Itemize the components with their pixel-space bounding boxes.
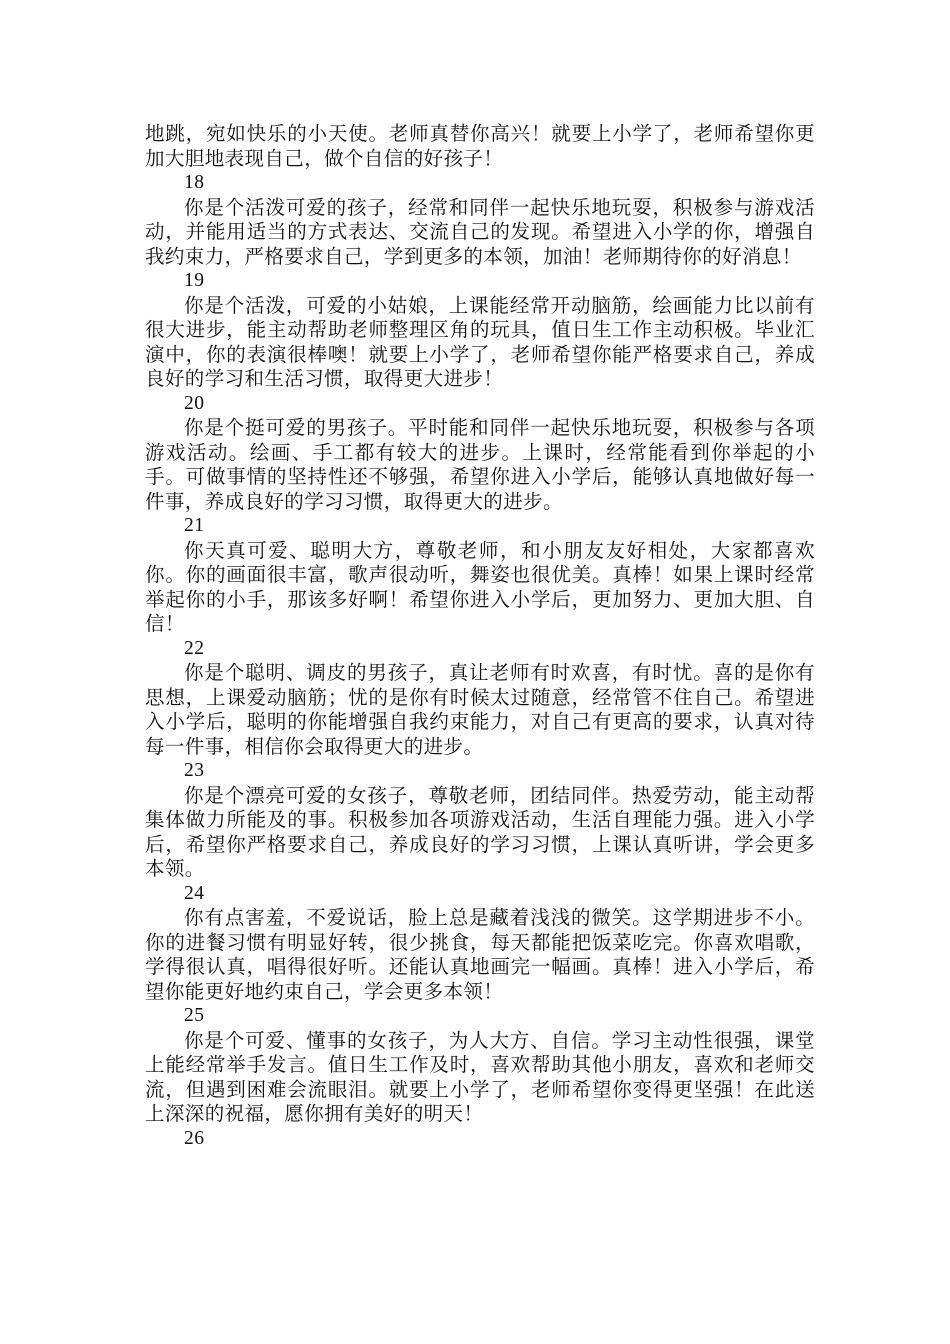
entry-text: 你是个聪明、调皮的男孩子，真让老师有时欢喜，有时忧。喜的是你有思想，上课爱动脑筋；忧的是你有时候太过随意，经常管不住自己。希望进入小学后，聪明的你能增强自我约束能力，对自己有更高的要求，认真对待每一件事，相信你会取得更大的进步。	[145, 661, 815, 758]
entry-number: 22	[184, 637, 205, 659]
entry-number: 23	[184, 760, 205, 781]
entry-number: 19	[184, 270, 205, 291]
intro-paragraph: 地跳，宛如快乐的小天使。老师真替你高兴！就要上小学了，老师希望你更加大胆地表现自己，做个自信的好孩子！	[145, 122, 815, 170]
entry-text: 你是个挺可爱的男孩子。平时能和同伴一起快乐地玩耍，积极参与各项游戏活动。绘画、手工都有较大的进步。上课时，经常能看到你举起的小手。可做事情的坚持性还不够强，希望你进入小学后，能够认真地做好每一件事，养成良好的学习习惯，取得更大的进步。	[145, 416, 815, 513]
entry-text: 你是个漂亮可爱的女孩子，尊敬老师，团结同伴。热爱劳动，能主动帮集体做力所能及的事。积极参加各项游戏活动，生活自理能力强。进入小学后，希望你严格要求自己，养成良好的学习习惯，上课认真听讲，学会更多本领。	[145, 783, 815, 880]
entry-text: 你是个活泼，可爱的小姑娘，上课能经常开动脑筋，绘画能力比以前有很大进步，能主动帮助老师整理区角的玩具，值日生工作主动积极。毕业汇演中，你的表演很棒噢！就要上小学了，老师希望你能严格要求自己，养成良好的学习和生活习惯，取得更大进步！	[145, 293, 815, 390]
entry-text: 你有点害羞，不爱说话，脸上总是藏着浅浅的微笑。这学期进步不小。你的进餐习惯有明显好转，很少挑食，每天都能把饭菜吃完。你喜欢唱歌，学得很认真，唱得很好听。还能认真地画完一幅画。真棒！进入小学后，希望你能更好地约束自己，学会更多本领！	[145, 906, 815, 1003]
entry-text: 你天真可爱、聪明大方，尊敬老师，和小朋友友好相处，大家都喜欢你。你的画面很丰富，歌声很动听，舞姿也很优美。真棒！如果上课时经常举起你的小手，那该多好啊！希望你进入小学后，更加努力、更加大胆、自信！	[145, 538, 815, 635]
entry-number: 25	[184, 1005, 205, 1026]
entry-text: 你是个可爱、懂事的女孩子，为人大方、自信。学习主动性很强，课堂上能经常举手发言。值日生工作及时，喜欢帮助其他小朋友，喜欢和老师交流，但遇到困难会流眼泪。就要上小学了，老师希望你变得更坚强！在此送上深深的祝福，愿你拥有美好的明天！	[145, 1028, 815, 1125]
document-body	[145, 122, 815, 1151]
entry-number: 18	[184, 172, 205, 193]
entry-number: 21	[184, 515, 205, 536]
entry-text: 你是个活泼可爱的孩子，经常和同伴一起快乐地玩耍，积极参与游戏活动，并能用适当的方式表达、交流自己的发现。希望进入小学的你，增强自我约束力，严格要求自己，学到更多的本领，加油！老师期待你的好消息！	[145, 195, 815, 268]
trailing-entry-number: 26	[184, 1127, 205, 1149]
entry-number: 20	[184, 392, 205, 414]
entry-number: 24	[184, 882, 205, 904]
